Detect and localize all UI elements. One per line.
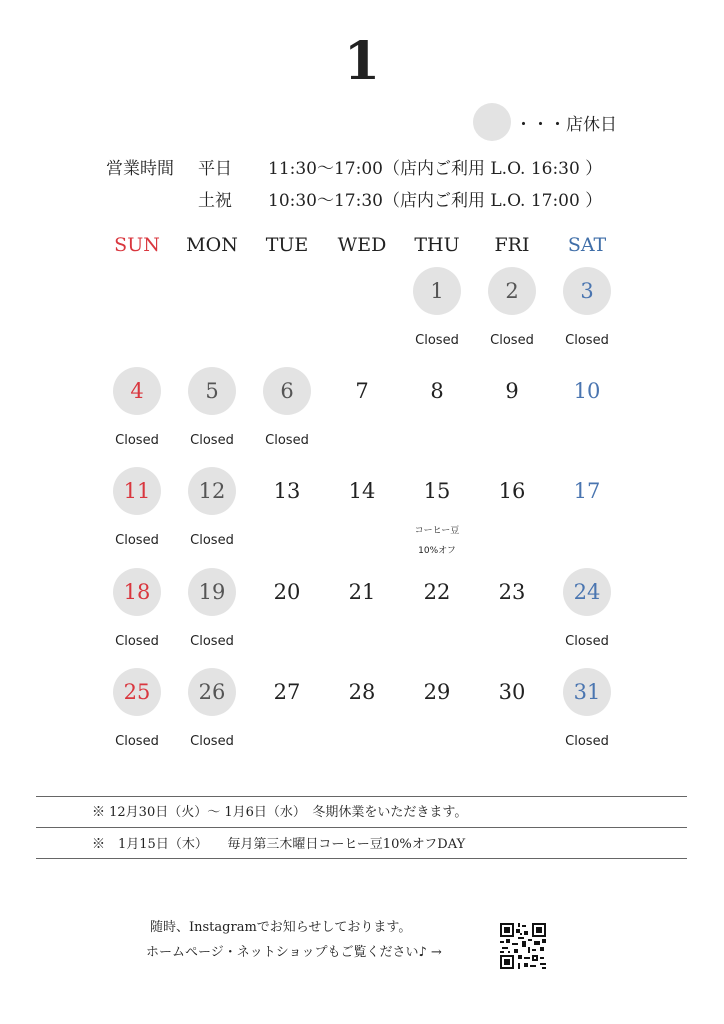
legend-label: ・・・店休日 bbox=[515, 114, 617, 135]
calendar-day-4: 4 bbox=[113, 367, 161, 415]
footnote-coffee-day: ※ 1月15日（木） 毎月第三木曜日コーヒー豆10%オフDAY bbox=[92, 837, 466, 852]
calendar-day-20: 20 bbox=[273, 580, 301, 604]
calendar-day-2: 2 bbox=[488, 267, 536, 315]
weekday-label: 平日 bbox=[198, 159, 232, 179]
weekday-time: 11:30〜17:00（店内ご利用 L.O. 16:30 ） bbox=[268, 159, 603, 179]
closed-label: Closed bbox=[190, 734, 234, 749]
weekday-header-fri: FRI bbox=[494, 234, 530, 256]
calendar-day-18: 18 bbox=[113, 568, 161, 616]
calendar-day-30: 30 bbox=[498, 680, 526, 704]
closed-label: Closed bbox=[415, 333, 459, 348]
calendar-day-25: 25 bbox=[113, 668, 161, 716]
closed-label: Closed bbox=[115, 433, 159, 448]
calendar-day-29: 29 bbox=[423, 680, 451, 704]
calendar-day-24: 24 bbox=[563, 568, 611, 616]
calendar-day-16: 16 bbox=[498, 479, 526, 503]
holiday-time: 10:30〜17:30（店内ご利用 L.O. 17:00 ） bbox=[268, 191, 603, 211]
weekday-header-sat: SAT bbox=[567, 234, 607, 256]
closed-label: Closed bbox=[115, 634, 159, 649]
closed-label: Closed bbox=[115, 533, 159, 548]
qr-code-icon[interactable] bbox=[500, 923, 546, 969]
calendar-day-15: 15 bbox=[423, 479, 451, 503]
calendar-day-8: 8 bbox=[430, 379, 444, 403]
month-title: 1 bbox=[343, 31, 381, 92]
divider bbox=[36, 796, 687, 797]
calendar-day-22: 22 bbox=[423, 580, 451, 604]
calendar-day-1: 1 bbox=[413, 267, 461, 315]
divider bbox=[36, 827, 687, 828]
footnote-holiday: ※ 12月30日（火）〜 1月6日（水） 冬期休業をいただきます。 bbox=[92, 805, 468, 820]
calendar-day-10: 10 bbox=[573, 379, 601, 403]
closed-label: Closed bbox=[565, 634, 609, 649]
closed-label: Closed bbox=[565, 333, 609, 348]
closed-label: Closed bbox=[115, 734, 159, 749]
closed-label: Closed bbox=[190, 433, 234, 448]
calendar-day-23: 23 bbox=[498, 580, 526, 604]
calendar-day-17: 17 bbox=[573, 479, 601, 503]
holiday-hours bbox=[106, 186, 626, 210]
weekday-header-thu: THU bbox=[414, 234, 460, 256]
calendar-day-14: 14 bbox=[348, 479, 376, 503]
calendar-day-13: 13 bbox=[273, 479, 301, 503]
closed-label: Closed bbox=[565, 734, 609, 749]
day-note-coffee-offer: 10%オフ bbox=[418, 546, 456, 556]
weekday-header-wed: WED bbox=[337, 234, 387, 256]
instagram-note: 随時、Instagramでお知らせしております。 bbox=[150, 920, 412, 935]
homepage-note: ホームページ・ネットショップもご覧ください♪ → bbox=[146, 945, 442, 960]
calendar-day-11: 11 bbox=[113, 467, 161, 515]
calendar-day-28: 28 bbox=[348, 680, 376, 704]
calendar-day-12: 12 bbox=[188, 467, 236, 515]
closed-label: Closed bbox=[190, 533, 234, 548]
calendar-day-6: 6 bbox=[263, 367, 311, 415]
closed-label: Closed bbox=[190, 634, 234, 649]
weekday-header-sun: SUN bbox=[114, 234, 160, 256]
calendar-day-26: 26 bbox=[188, 668, 236, 716]
holiday-label: 土祝 bbox=[198, 191, 232, 211]
calendar-day-3: 3 bbox=[563, 267, 611, 315]
weekday-hours bbox=[106, 154, 626, 178]
calendar-day-27: 27 bbox=[273, 680, 301, 704]
calendar-day-19: 19 bbox=[188, 568, 236, 616]
calendar-day-21: 21 bbox=[348, 580, 376, 604]
closed-label: Closed bbox=[265, 433, 309, 448]
weekday-header-mon: MON bbox=[186, 234, 238, 256]
day-note-coffee-offer: コーヒー豆 bbox=[414, 526, 460, 536]
calendar-day-9: 9 bbox=[505, 379, 519, 403]
closed-label: Closed bbox=[490, 333, 534, 348]
weekday-header-tue: TUE bbox=[265, 234, 309, 256]
calendar-day-5: 5 bbox=[188, 367, 236, 415]
calendar-day-31: 31 bbox=[563, 668, 611, 716]
closed-day-swatch bbox=[473, 103, 511, 141]
hours-label: 営業時間 bbox=[106, 159, 174, 179]
legend bbox=[473, 104, 617, 140]
calendar-day-7: 7 bbox=[355, 379, 369, 403]
divider bbox=[36, 858, 687, 859]
